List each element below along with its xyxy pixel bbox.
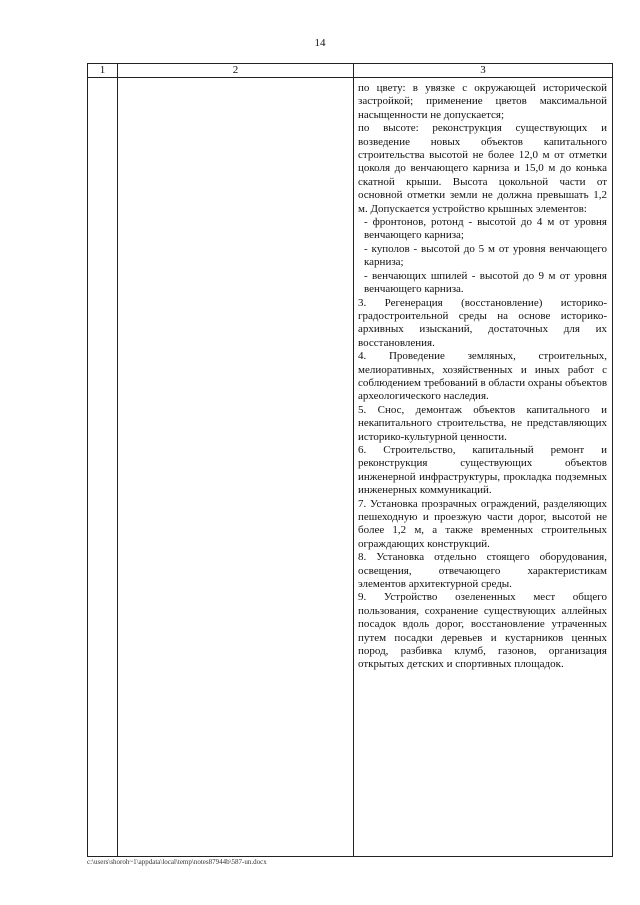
cell-col2 [118,78,354,857]
table-row [88,78,613,857]
footer-file-path: c:\users\shoroh~1\appdata\local\temp\notes87944b\587-un.docx [87,858,267,866]
paragraph-height: по высоте: реконструкция существующих и возведение новых объектов капитального строительства высотой не более 12,0 м от отметки цоколя до венчающего карниза и 15,0 м до конька скатной крыши. Высота цокольной части от основной отметки земли не должна превышать 1,2 м. Допускается устройство крышных элементов: [358,122,607,215]
paragraph-color: по цвету: в увязке с окружающей исторической застройкой; применение цветов максимальной насыщенности не допускается; [358,82,607,121]
paragraph-item-5: 5. Снос, демонтаж объектов капитального и некапитального строительства, не представляющих историко-культурной ценности. [358,403,607,443]
cell-col1 [88,78,118,857]
paragraph-item-9: 9. Устройство озелененных мест общего пользования, сохранение существующих аллейных посадок вдоль дорог, восстановление утраченных путем посадки деревьев и кустарников ценных пород, разбивка клумб, газонов, организация открытых детских и спортивных площадок. [358,591,607,671]
paragraph-pediments: - фронтонов, ротонд - высотой до 4 м от уровня венчающего карниза; [364,216,607,242]
column-header-3: 3 [354,64,613,78]
column-header-1: 1 [88,64,118,78]
cell-col3-content [354,78,612,674]
column-header-2: 2 [118,64,354,78]
paragraph-item-7: 7. Установка прозрачных ограждений, разделяющих пешеходную и проезжую части дорог, высотой не более 1,2 м, а также временных строительных ограждающих конструкций. [358,497,607,550]
paragraph-domes: - куполов - высотой до 5 м от уровня венчающего карниза; [364,242,607,269]
cell-col3 [354,78,613,857]
paragraph-item-4: 4. Проведение земляных, строительных, мелиоративных, хозяйственных и иных работ с соблюдением требований в области охраны объектов археологического наследия. [358,350,608,403]
page-number: 14 [314,37,326,49]
table-header-row [88,64,613,78]
paragraph-item-3: 3. Регенерация (восстановление) историко-градостроительной среды на основе историко-архивных изысканий, достаточных для их восстановления. [358,296,607,349]
paragraph-item-6: 6. Строительство, капитальный ремонт и реконструкция существующих объектов инженерной инфраструктуры, прокладка подземных инженерных коммуникаций. [358,443,607,497]
paragraph-item-8: 8. Установка отдельно стоящего оборудования, освещения, отвечающего характеристикам элементов архитектурной среды. [358,551,607,591]
regulations-table [87,63,613,857]
paragraph-spires: - венчающих шпилей - высотой до 9 м от уровня венчающего карниза. [364,269,607,296]
